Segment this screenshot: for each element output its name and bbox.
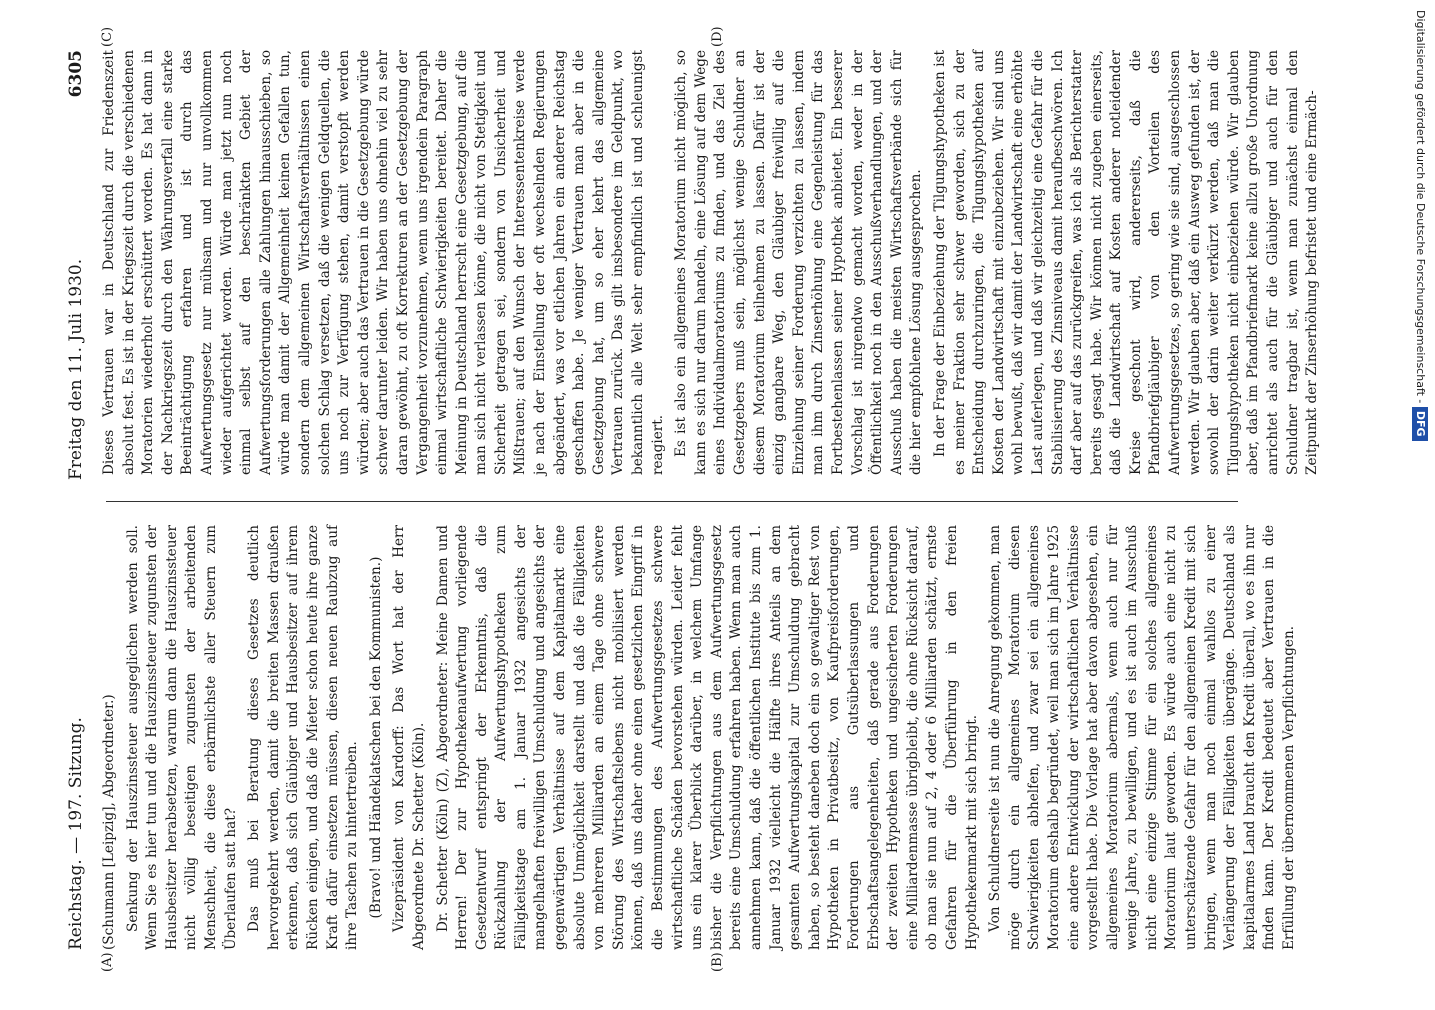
funding-text: Digitalisierung gefördert durch die Deutsche Forschungsgemeinschaft -	[1414, 10, 1427, 404]
paragraph: Dieses Vertrauen war in Deutschland zur Friedenszeit absolut fest. Es ist in der Kriegszeit durch die verschiedenen Moratorien wiederholt erschüttert worden. Es hat dann in der Nachkriegszeit durch den Währungsverfall eine starke Beeinträchtigung erfahren und ist durch das Aufwertungsgesetz nur mühsam und nur unvollkommen wieder aufgerichtet worden. Würde man jetzt nun noch einmal selbst auf den beschränkten Gebiet der Aufwertungsforderungen alle Zahlungen hinausschieben, so würde man damit der Allgemeinheit keinen Gefallen tun, sondern dem allgemeinen Wirtschaftsverhältnissen einen solchen Schlag versetzen, daß die wenigen Geldquellen, die uns noch zur Verfügung stehen, damit verstopft werden würden; aber auch das Vertrauen in die Gesetzgebung würde schwer darunter leiden. Wir haben uns ohnehin viel zu sehr daran gewöhnt, zu oft Korrekturen an der Gesetzgebung der Vergangenheit vorzunehmen, wenn uns irgendein Paragraph einmal wirtschaftliche Schwierigkeiten bereitet. Daher die Meinung in Deutschland herrscht eine Gesetzgebung, auf die man sich nicht verlassen könne, die nicht von Stetigkeit und Sicherheit getragen sei, sondern von Unsicherheit und Mißtrauen; auf den Wunsch der Interessentenkreise werde je nach der Einstellung der oft wechselnden Regierungen abgeändert, was vor etlichen Jahren ein anderer Reichstag geschaffen habe. Je weniger Vertrauen man aber in die Gesetzgebung hat, um so eher kehrt das allgemeine Vertrauen zurück. Das gilt insbesondere im Geldpunkt, wo bekanntlich alle Welt sehr empfindlich ist und schleunigst reagiert.	[101, 50, 666, 475]
left-column	[100, 525, 1298, 950]
margin-mark-d: (D)	[710, 26, 725, 47]
column-divider	[106, 501, 1238, 502]
header-session: Reichstag. — 197. Sitzung.	[66, 717, 86, 950]
digitization-note	[1405, 0, 1435, 1000]
margin-mark-a: (A)	[100, 952, 115, 972]
running-header	[60, 50, 90, 950]
margin-mark-c: (C)	[100, 26, 115, 47]
paragraph: Das muß bei Beratung dieses Gesetzes deutlich hervorgekehrt werden, damit die breiten Massen draußen erkennen, daß sich Gläubiger und Hausbesitzer auf ihrem Rücken einigen, und daß die Mieter schon heute ihre ganze Kraft dafür einsetzen müssen, diesen neuen Raubzug auf ihre Taschen zu hintertreiben.	[246, 525, 361, 950]
rotated-page	[60, 26, 1321, 972]
paragraph: (Schumann [Leipzig], Abgeordneter.)	[101, 694, 117, 950]
margin-mark-b: (B)	[710, 952, 725, 972]
paragraph: Dr. Schetter (Köln) (Z), Abgeordneter: Meine Damen und Herren! Der zur Hypothekenaufwertung vorliegende Gesetzentwurf entspringt der Erkenntnis, daß die Rückzahlung der Aufwertungshypotheken zum Fälligkeitstage am 1. Januar 1932 angesichts der mangelhaften freiwilligen Umschuldung und angesichts der gegenwärtigen Verhältnisse auf dem Kapitalmarkt eine absolute Unmöglichkeit darstellt und daß die Fälligkeiten von mehreren Milliarden an einem Tage ohne schwere Störung des Wirtschaftslebens nicht mobilisiert werden können, daß uns daher ohne einen gesetzlichen Eingriff in die Bestimmungen des Aufwertungsgesetzes schwere wirtschaftliche Schäden bevorstehen würden. Leider fehlt uns ein klarer Überblick darüber, in welchem Umfange bisher die Verpflichtungen aus dem Aufwertungsgesetz bereits eine Umschuldung erfahren haben. Wenn man auch annehmen kann, daß die öffentlichen Institute bis zum 1. Januar 1932 vielleicht die Hälfte ihres Anteils an dem gesamten Aufwertungskapital zur Umschuldung gebracht haben, so besteht daneben doch ein so gewaltiger Rest von Hypotheken in Privatbesitz, von Kaufpreisforderungen, Forderungen aus Gutsüberlassungen und Erbschaftsangelegenheiten, daß gerade aus Forderungen der zweiten Hypotheken und ungesicherten Forderungen eine Milliardenmasse übrigbleibt, die ohne Rücksicht darauf, ob man sie nun auf 2, 4 oder 6 Milliarden schätzt, ernste Gefahren für die Überführung in den freien Hypothekenmarkt mit sich bringt.	[434, 525, 980, 950]
paragraph: In der Frage der Einbeziehung der Tilgungshypotheken ist es meiner Fraktion sehr schwer geworden, sich zu der Entscheidung durchzuringen, die Tilgungshypotheken auf Kosten der Landwirtschaft mit einzubeziehen. Wir sind uns wohl bewußt, daß wir damit der Landwirtschaft eine erhöhte Last auferlegen, und daß wir gleichzeitig eine Gefahr für die Stabilisierung des Zinsniveaus damit heraufbeschwören. Ich darf aber auf das zurückgreifen, was ich als Berichterstatter bereits gesagt habe. Wir können nicht zugeben einerseits, daß die Landwirtschaft auf Kosten anderer notleidender Kreise geschont wird, andererseits, daß die Pfandbriefgläubiger von den Vorteilen des Aufwertungsgesetzes, so gering wie sie sind, ausgeschlossen werden. Wir glauben aber, daß ein Ausweg gefunden ist, der sowohl der darin weiter verkürzt werden, daß man die Tilgungshypotheken nicht einbeziehen würde. Wir glauben aber, daß im Pfandbriefmarkt keine allzu große Unordnung anrichtet als auch für die Gläubiger und auch für den Schuldner tragbar ist, wenn man zunächst einmal den Zeitpunkt der Zinserhöhung befristet und eine Ermäch-	[931, 50, 1321, 475]
paragraph: Senkung der Hauszinssteuer ausgeglichen werden soll. Wenn Sie es hier tun und die Hauszinssteuer zugunsten der Hausbesitzer herabsetzen, warum dann die Hauszinssteuer nicht völlig beseitigen zugunsten der arbeitenden Menschheit, die diese erbärmlichste aller Steuern zum Überlaufen satt hat?	[124, 525, 239, 950]
page-number: 6305	[66, 50, 86, 98]
dfg-logo: DFG	[1412, 407, 1428, 441]
paragraph: Es ist also ein allgemeines Moratorium nicht möglich, so kann es sich nur darum handeln, eine Lösung auf dem Wege eines Individualmoratoriums zu finden, und das Ziel des Gesetzgebers muß sein, möglichst wenige Schuldner an diesem Moratorium teilnehmen zu lassen. Dafür ist der einzig gangbare Weg, den Gläubiger freiwillig auf die Einziehung seiner Forderung verzichten zu lassen, indem man ihm durch Zinserhöhung eine Gegenleistung für das Fortbestehenlassen seiner Hypothek anbietet. Ein besserer Vorschlag ist nirgendwo gemacht worden, weder in der Öffentlichkeit noch in den Ausschußverhandlungen, und der Ausschuß haben die meisten Wirtschaftsverbände sich für die hier empfohlene Lösung ausgesprochen.	[673, 50, 925, 475]
applause-note: (Bravo! und Händeklatschen bei den Kommunisten.)	[367, 556, 384, 919]
paragraph: Vizepräsident von Kardorff: Das Wort hat der Herr Abgeordnete Dr. Schetter (Köln).	[391, 525, 427, 950]
right-column	[100, 50, 1321, 475]
paragraph: Von Schuldnerseite ist nun die Anregung gekommen, man möge durch ein allgemeines Moratorium diesen Schwierigkeiten abhelfen, und zwar sei ein allgemeines Moratorium deshalb begründet, weil man sich im Jahre 1925 eine andere Entwicklung der wirtschaftlichen Verhältnisse vorgestellt habe. Die Vorlage hat aber davon abgesehen, ein allgemeines Moratorium abermals, wenn auch nur für wenige Jahre, zu bewilligen, und es ist auch im Ausschuß nicht eine einzige Stimme für ein solches allgemeines Moratorium laut geworden. Es würde auch eine nicht zu unterschätzende Gefahr für den allgemeinen Kredit mit sich bringen, wenn man noch einmal wahllos zu einer Verlängerung der Fälligkeiten übergänge. Deutschland als kapitalarmes Land braucht den Kredit überall, wo es ihn nur finden kann. Der Kredit bedeutet aber Vertrauen in die Erfüllung der übernommenen Verpflichtungen.	[987, 525, 1298, 950]
header-date: Freitag den 11. Juli 1930.	[66, 258, 86, 480]
